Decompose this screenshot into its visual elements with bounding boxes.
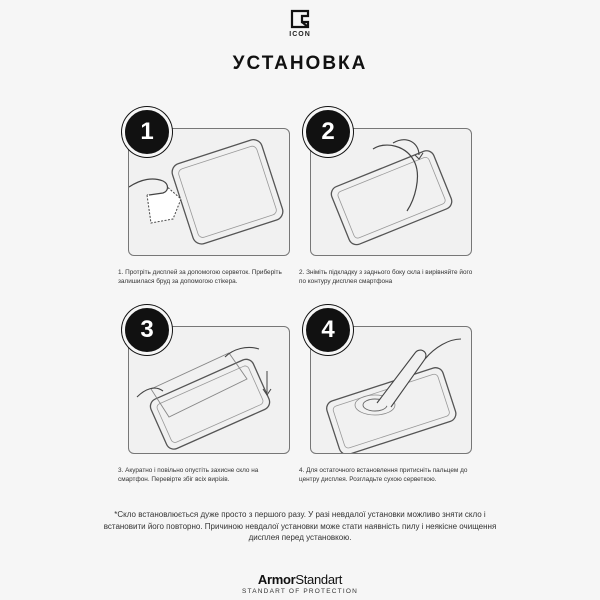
brand-name [0, 572, 600, 587]
icon-logo-mark [289, 8, 311, 30]
step-4-badge: 4 [303, 305, 353, 355]
brand-logo [282, 8, 318, 38]
brand-name-regular: Standart [295, 572, 343, 587]
page-title: УСТАНОВКА [232, 53, 368, 74]
logo-text: ICON [289, 31, 311, 38]
step-2-badge: 2 [303, 107, 353, 157]
step-1-badge: 1 [122, 107, 172, 157]
brand-tagline: STANDART OF PROTECTION [242, 588, 358, 595]
step-3-badge: 3 [122, 305, 172, 355]
installation-note: *Скло встановлюється дуже просто з першого разу. У разі невдалої установки можливо зняти скло і встановити його повторно. Причиною невдалої установки може стати наявність пилу і неякісне очищення дисплея перед установкою. [103, 510, 497, 543]
step-2-caption: 2. Зніміть підкладку з заднього боку скла і вирівняйте його по контуру дисплея смартфона [299, 269, 473, 286]
brand-name-bold: Armor [257, 572, 296, 587]
step-4-caption: 4. Для остаточного встановлення притисніть пальцем до центру дисплея. Розгладьте сухою серветкою. [299, 467, 468, 484]
step-3-caption: 3. Акуратно і повільно опустіть захисне скло на смартфон. Перевірте збіг всіх вирізів. [118, 467, 259, 484]
step-1-caption: 1. Протріть дисплей за допомогою серветок. Приберіть залишилася бруд за допомогою стікера. [118, 269, 282, 286]
